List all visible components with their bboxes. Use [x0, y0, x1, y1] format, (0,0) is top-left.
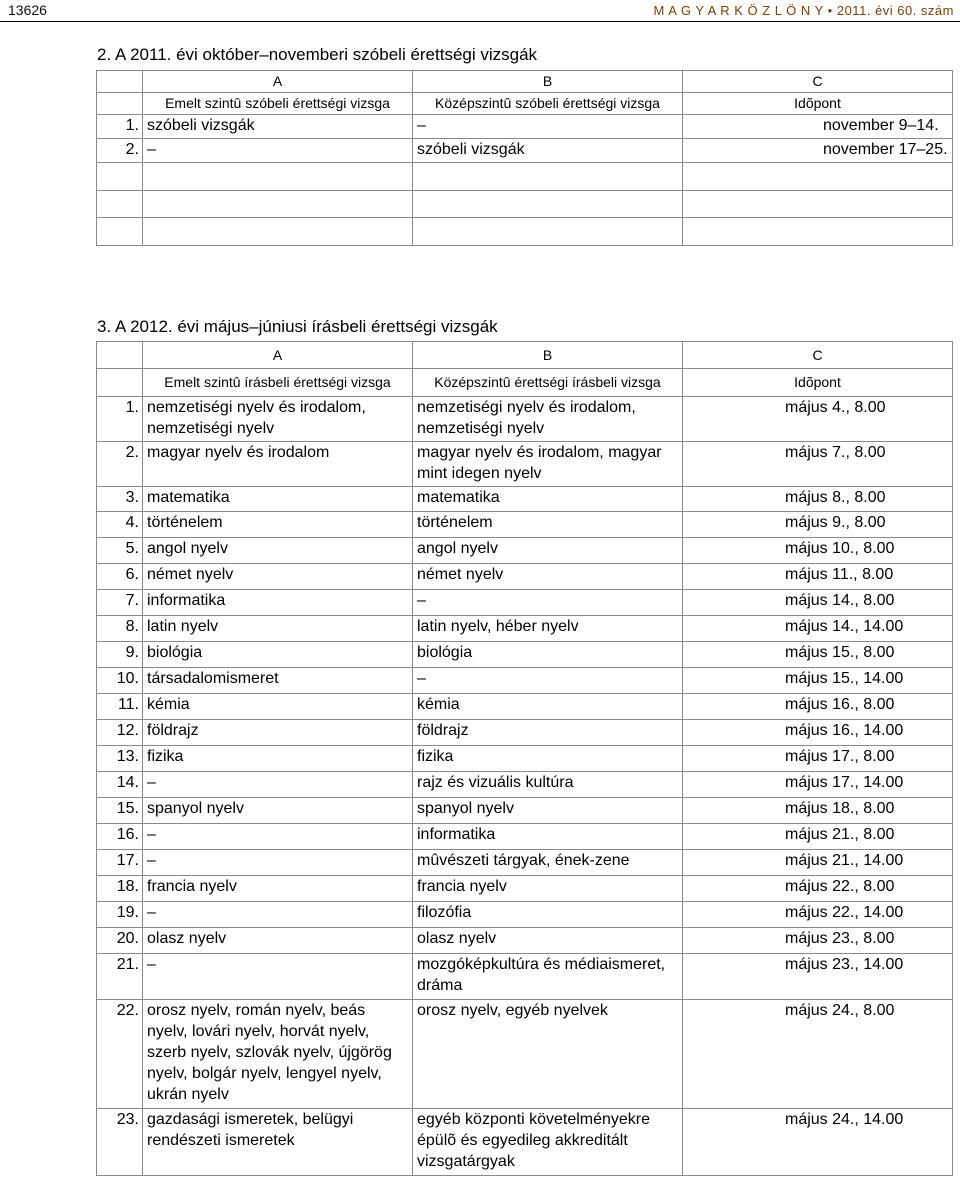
- table-row: [97, 139, 953, 163]
- row-number: 9.: [97, 642, 143, 668]
- cell-b-text: mozgóképkultúra és médiaismeret, dráma: [417, 956, 666, 994]
- table-row: [97, 824, 953, 850]
- cell-a: [143, 139, 413, 163]
- cell-b: [413, 1000, 683, 1109]
- cell-b: [413, 397, 683, 442]
- cell-a: [143, 163, 413, 191]
- cell-b-text: –: [417, 592, 426, 609]
- cell-b: [413, 564, 683, 590]
- column-letter: C: [683, 342, 953, 369]
- cell-a: [143, 954, 413, 1000]
- cell-a: [143, 824, 413, 850]
- cell-a: [143, 512, 413, 538]
- cell-b: [413, 694, 683, 720]
- row-number: 1.: [97, 115, 143, 139]
- row-number: 19.: [97, 902, 143, 928]
- column-letter: A: [143, 71, 413, 93]
- cell-a-text: latin nyelv: [147, 618, 219, 635]
- cell-b-text: egyéb központi követelményekre épülõ és egyedileg akkreditált vizsgatárgyak: [417, 1111, 651, 1170]
- cell-time: május 21., 8.00: [683, 824, 953, 850]
- table-row: [97, 191, 953, 218]
- cell-b: [413, 115, 683, 139]
- cell-b: [413, 824, 683, 850]
- corner-cell: [97, 369, 143, 397]
- page-header: [0, 0, 960, 22]
- cell-b: [413, 616, 683, 642]
- row-number: 21.: [97, 954, 143, 1000]
- column-header: Középszintû érettségi írásbeli vizsga: [413, 369, 683, 397]
- row-number: 2.: [97, 442, 143, 487]
- cell-b: [413, 218, 683, 246]
- cell-b: [413, 954, 683, 1000]
- cell-b-text: francia nyelv: [417, 878, 507, 895]
- cell-a: [143, 642, 413, 668]
- cell-a-text: gazdasági ismeretek, belügyi rendészeti ismeretek: [147, 1111, 354, 1149]
- column-header: Emelt szintû írásbeli érettségi vizsga: [143, 369, 413, 397]
- column-header: Középszintû szóbeli érettségi vizsga: [413, 93, 683, 115]
- cell-a: [143, 1000, 413, 1109]
- cell-a-text: szóbeli vizsgák: [147, 117, 255, 134]
- section2-title: 2. A 2011. évi október–novemberi szóbeli érettségi vizsgák: [97, 45, 538, 64]
- cell-a: [143, 191, 413, 218]
- section2-table: [96, 70, 953, 246]
- cell-b: [413, 850, 683, 876]
- cell-time: [683, 218, 953, 246]
- cell-time: május 24., 14.00: [683, 1109, 953, 1176]
- row-number: [97, 163, 143, 191]
- cell-b-text: latin nyelv, héber nyelv: [417, 618, 579, 635]
- cell-b-text: német nyelv: [417, 566, 504, 583]
- row-number: 23.: [97, 1109, 143, 1176]
- cell-b: [413, 772, 683, 798]
- cell-a: [143, 616, 413, 642]
- row-number: 11.: [97, 694, 143, 720]
- cell-time: [683, 191, 953, 218]
- column-letter: C: [683, 71, 953, 93]
- cell-a: [143, 218, 413, 246]
- cell-b: [413, 163, 683, 191]
- column-letter-row: [97, 342, 953, 369]
- cell-b-text: orosz nyelv, egyéb nyelvek: [417, 1002, 608, 1019]
- cell-b-text: spanyol nyelv: [417, 800, 514, 817]
- cell-time: május 9., 8.00: [683, 512, 953, 538]
- row-number: 10.: [97, 668, 143, 694]
- table-row: [97, 928, 953, 954]
- row-number: 20.: [97, 928, 143, 954]
- cell-b-text: –: [417, 670, 426, 687]
- cell-b: [413, 798, 683, 824]
- cell-time: május 4., 8.00: [683, 397, 953, 442]
- cell-time: május 14., 14.00: [683, 616, 953, 642]
- row-number: 3.: [97, 487, 143, 512]
- column-header: Idõpont: [683, 93, 953, 115]
- table-row: [97, 512, 953, 538]
- table-row: [97, 720, 953, 746]
- row-number: 1.: [97, 397, 143, 442]
- cell-a: [143, 487, 413, 512]
- page-number: 13626: [8, 2, 47, 18]
- row-number: 18.: [97, 876, 143, 902]
- cell-a: [143, 590, 413, 616]
- table-row: [97, 772, 953, 798]
- corner-cell: [97, 342, 143, 369]
- table-row: [97, 538, 953, 564]
- column-header-row: [97, 93, 953, 115]
- cell-b-text: filozófia: [417, 904, 472, 921]
- section3-title: 3. A 2012. évi május–júniusi írásbeli érettségi vizsgák: [97, 317, 498, 336]
- cell-a: [143, 876, 413, 902]
- table-row: [97, 442, 953, 487]
- cell-a-text: társadalomismeret: [147, 670, 279, 687]
- row-number: 12.: [97, 720, 143, 746]
- cell-b-text: informatika: [417, 826, 496, 843]
- cell-a-text: angol nyelv: [147, 540, 228, 557]
- row-number: 17.: [97, 850, 143, 876]
- column-letter: B: [413, 342, 683, 369]
- cell-time: május 15., 14.00: [683, 668, 953, 694]
- cell-a: [143, 564, 413, 590]
- cell-time: május 16., 8.00: [683, 694, 953, 720]
- table-row: [97, 163, 953, 191]
- cell-b-text: nemzetiségi nyelv és irodalom, nemzetiségi nyelv: [417, 399, 636, 437]
- cell-time: november 17–25.: [683, 139, 953, 163]
- table-row: [97, 798, 953, 824]
- row-number: [97, 191, 143, 218]
- cell-b-text: angol nyelv: [417, 540, 498, 557]
- cell-time: május 18., 8.00: [683, 798, 953, 824]
- cell-a-text: történelem: [147, 514, 223, 531]
- cell-b-text: szóbeli vizsgák: [417, 141, 525, 158]
- column-letter: A: [143, 342, 413, 369]
- table-row: [97, 902, 953, 928]
- cell-a-text: –: [147, 852, 156, 869]
- cell-a-text: matematika: [147, 489, 230, 506]
- cell-a: [143, 720, 413, 746]
- cell-a-text: informatika: [147, 592, 226, 609]
- cell-time: november 9–14.: [683, 115, 953, 139]
- running-title: M A G Y A R K Ö Z L Ö N Y • 2011. évi 60. szám: [653, 3, 954, 18]
- row-number: [97, 218, 143, 246]
- row-number: 4.: [97, 512, 143, 538]
- row-number: 7.: [97, 590, 143, 616]
- cell-a-text: kémia: [147, 696, 190, 713]
- cell-a-text: magyar nyelv és irodalom: [147, 444, 330, 461]
- cell-a-text: –: [147, 826, 156, 843]
- cell-a: [143, 798, 413, 824]
- row-number: 13.: [97, 746, 143, 772]
- cell-a-text: biológia: [147, 644, 203, 661]
- cell-b-text: magyar nyelv és irodalom, magyar mint idegen nyelv: [417, 444, 662, 482]
- cell-a-text: földrajz: [147, 722, 199, 739]
- cell-b: [413, 746, 683, 772]
- table-row: [97, 397, 953, 442]
- table-row: [97, 590, 953, 616]
- table-row: [97, 564, 953, 590]
- cell-a-text: orosz nyelv, román nyelv, beás nyelv, lovári nyelv, horvát nyelv, szerb nyelv, szlovák nyelv, újgörög nyelv, bolgár nyelv, lengyel nyelv, ukrán nyelv: [147, 1002, 392, 1103]
- cell-a-text: fizika: [147, 748, 184, 765]
- cell-a-text: spanyol nyelv: [147, 800, 244, 817]
- cell-b: [413, 590, 683, 616]
- cell-time: május 10., 8.00: [683, 538, 953, 564]
- table-row: [97, 876, 953, 902]
- cell-a-text: –: [147, 904, 156, 921]
- cell-a: [143, 850, 413, 876]
- cell-b: [413, 442, 683, 487]
- cell-a-text: olasz nyelv: [147, 930, 227, 947]
- cell-b: [413, 538, 683, 564]
- cell-a-text: –: [147, 774, 156, 791]
- header-rule: [0, 21, 960, 22]
- cell-a: [143, 902, 413, 928]
- cell-b-text: biológia: [417, 644, 473, 661]
- row-number: 15.: [97, 798, 143, 824]
- table-row: [97, 487, 953, 512]
- cell-a: [143, 538, 413, 564]
- cell-time: május 15., 8.00: [683, 642, 953, 668]
- column-header-row: [97, 369, 953, 397]
- column-header: Idõpont: [683, 369, 953, 397]
- cell-b: [413, 876, 683, 902]
- cell-b: [413, 720, 683, 746]
- row-number: 5.: [97, 538, 143, 564]
- row-number: 22.: [97, 1000, 143, 1109]
- cell-b-text: történelem: [417, 514, 493, 531]
- table-row: [97, 115, 953, 139]
- table-row: [97, 694, 953, 720]
- cell-b: [413, 512, 683, 538]
- table-row: [97, 668, 953, 694]
- cell-a: [143, 397, 413, 442]
- cell-b-text: kémia: [417, 696, 460, 713]
- cell-a: [143, 442, 413, 487]
- cell-b: [413, 487, 683, 512]
- table-row: [97, 954, 953, 1000]
- row-number: 16.: [97, 824, 143, 850]
- cell-time: május 11., 8.00: [683, 564, 953, 590]
- cell-b-text: olasz nyelv: [417, 930, 497, 947]
- cell-b: [413, 668, 683, 694]
- cell-b: [413, 928, 683, 954]
- cell-b: [413, 1109, 683, 1176]
- cell-time: május 21., 14.00: [683, 850, 953, 876]
- cell-b: [413, 642, 683, 668]
- cell-a-text: –: [147, 956, 156, 973]
- cell-time: május 23., 8.00: [683, 928, 953, 954]
- row-number: 2.: [97, 139, 143, 163]
- cell-time: május 16., 14.00: [683, 720, 953, 746]
- cell-time: május 17., 8.00: [683, 746, 953, 772]
- cell-b: [413, 139, 683, 163]
- cell-a-text: német nyelv: [147, 566, 234, 583]
- cell-time: május 22., 14.00: [683, 902, 953, 928]
- cell-time: május 22., 8.00: [683, 876, 953, 902]
- corner-cell: [97, 93, 143, 115]
- table-row: [97, 218, 953, 246]
- column-header: Emelt szintû szóbeli érettségi vizsga: [143, 93, 413, 115]
- cell-time: május 7., 8.00: [683, 442, 953, 487]
- cell-b: [413, 191, 683, 218]
- table-row: [97, 746, 953, 772]
- cell-a-text: nemzetiségi nyelv és irodalom, nemzetiségi nyelv: [147, 399, 366, 437]
- row-number: 8.: [97, 616, 143, 642]
- cell-a: [143, 668, 413, 694]
- cell-a-text: –: [147, 141, 156, 158]
- cell-a: [143, 772, 413, 798]
- cell-time: [683, 163, 953, 191]
- corner-cell: [97, 71, 143, 93]
- cell-a: [143, 115, 413, 139]
- cell-b-text: matematika: [417, 489, 500, 506]
- cell-time: május 17., 14.00: [683, 772, 953, 798]
- cell-a: [143, 928, 413, 954]
- cell-time: május 14., 8.00: [683, 590, 953, 616]
- table-row: [97, 616, 953, 642]
- cell-a: [143, 746, 413, 772]
- cell-b-text: fizika: [417, 748, 454, 765]
- row-number: 6.: [97, 564, 143, 590]
- cell-time: május 8., 8.00: [683, 487, 953, 512]
- cell-b: [413, 902, 683, 928]
- table-row: [97, 1109, 953, 1176]
- cell-time: május 24., 8.00: [683, 1000, 953, 1109]
- cell-a: [143, 1109, 413, 1176]
- cell-a: [143, 694, 413, 720]
- cell-b-text: földrajz: [417, 722, 469, 739]
- cell-b-text: rajz és vizuális kultúra: [417, 774, 574, 791]
- column-letter: B: [413, 71, 683, 93]
- table-row: [97, 642, 953, 668]
- cell-a-text: francia nyelv: [147, 878, 237, 895]
- section3-table: [96, 341, 953, 1176]
- row-number: 14.: [97, 772, 143, 798]
- column-letter-row: [97, 71, 953, 93]
- cell-time: május 23., 14.00: [683, 954, 953, 1000]
- table-row: [97, 1000, 953, 1109]
- cell-b-text: mûvészeti tárgyak, ének-zene: [417, 852, 630, 869]
- table-row: [97, 850, 953, 876]
- cell-b-text: –: [417, 117, 426, 134]
